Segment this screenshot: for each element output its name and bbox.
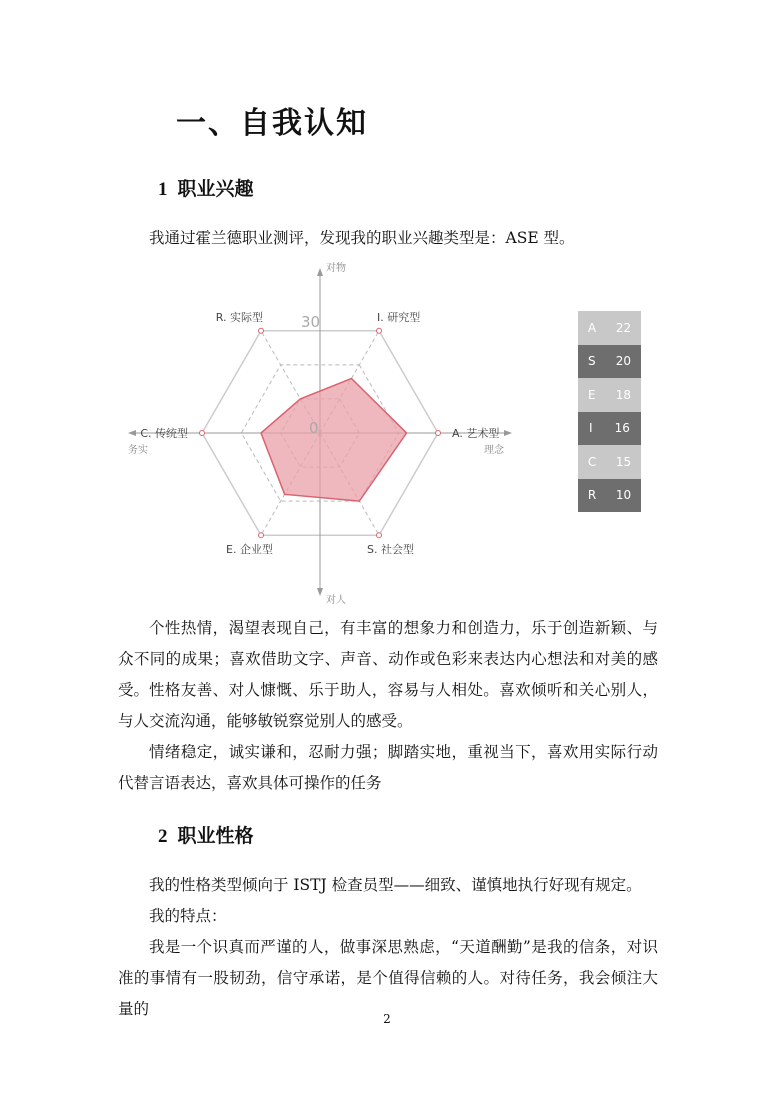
- axis-direction-top: 对物: [326, 263, 346, 274]
- section-number: 1: [158, 179, 168, 200]
- scale-min-label: 0: [309, 419, 319, 437]
- legend-row: [578, 445, 641, 479]
- legend-row: [578, 479, 641, 513]
- paragraph-3: 情绪稳定，诚实谦和，忍耐力强；脚踏实地，重视当下，喜欢用实际行动代替言语表达，喜欢具体可操作的任务: [118, 743, 658, 792]
- legend-value: 18: [615, 387, 631, 402]
- axis-label: E. 企业型: [226, 543, 273, 557]
- axis-direction-bottom: 对人: [326, 595, 346, 606]
- arrow-bottom: [317, 588, 323, 596]
- axis-vertex-dot: [436, 431, 441, 436]
- axis-label: C. 传统型: [140, 427, 188, 440]
- paragraph-6: 我是一个识真而严谨的人，做事深思熟虑，“天道酬勤”是我的信条，对识准的事情有一股韧劲，信守承诺，是个值得信赖的人。对待任务，我会倾注大量的: [118, 938, 658, 1018]
- section-number: 2: [158, 826, 168, 847]
- axis-direction-left: 务实: [128, 445, 148, 456]
- section-title: 职业兴趣: [177, 178, 254, 200]
- axis-label: A. 艺术型: [452, 427, 500, 440]
- data-polygon: [261, 378, 407, 501]
- axis-vertex-dot: [200, 431, 205, 436]
- page-number: 2: [383, 1012, 391, 1026]
- legend-row: [578, 412, 641, 446]
- legend-row: [578, 378, 641, 412]
- axis-vertex-dot: [259, 533, 264, 538]
- legend-row: [578, 311, 641, 345]
- legend-row: [578, 345, 641, 379]
- paragraph-1: 个性热情，渴望表现自己，有丰富的想象力和创造力，乐于创造新颖、与众不同的成果；喜欢借助文字、声音、动作或色彩来表达内心想法和对美的感受。: [118, 619, 658, 699]
- legend-value: 16: [614, 421, 630, 436]
- score-legend: [578, 311, 641, 512]
- page-title: 一、自我认知: [176, 106, 368, 141]
- paragraph-4: 我的性格类型倾向于 ISTJ 检查员型——细致、谨慎地执行好现有规定。: [149, 876, 642, 894]
- axis-label: I. 研究型: [377, 310, 421, 324]
- arrow-right: [504, 430, 512, 436]
- legend-code: A: [587, 320, 597, 335]
- legend-value: 10: [615, 488, 632, 503]
- paragraph-2: 性格友善、对人慷慨、乐于助人，容易与人相处。喜欢倾听和关心别人，与人交流沟通，能够敏锐察觉别人的感受。: [118, 681, 658, 730]
- arrow-top: [317, 268, 323, 276]
- axis-vertex-dot: [259, 328, 264, 333]
- section-title: 职业性格: [177, 825, 254, 847]
- axis-label: R. 实际型: [215, 310, 263, 324]
- section-heading-1: [158, 174, 254, 201]
- legend-value: 15: [615, 454, 632, 469]
- axis-direction-right: 理念: [484, 445, 504, 456]
- legend-code: C: [587, 454, 597, 469]
- legend-code: R: [587, 488, 597, 503]
- legend-code: E: [588, 387, 596, 402]
- legend-value: 20: [615, 354, 631, 369]
- legend-code: S: [588, 354, 596, 369]
- axis-vertex-dot: [377, 533, 382, 538]
- intro-text: 我通过霍兰德职业测评，发现我的职业兴趣类型是：ASE 型。: [149, 229, 575, 247]
- scale-max-label: 30: [301, 313, 321, 331]
- arrow-left: [128, 430, 136, 436]
- section-heading-2: [158, 821, 254, 848]
- radar-chart: [120, 258, 540, 608]
- paragraph-5: 我的特点：: [149, 907, 227, 925]
- legend-code: I: [589, 421, 593, 436]
- axis-vertex-dot: [377, 328, 382, 333]
- legend-value: 22: [615, 320, 632, 335]
- axis-label: S. 社会型: [367, 543, 414, 557]
